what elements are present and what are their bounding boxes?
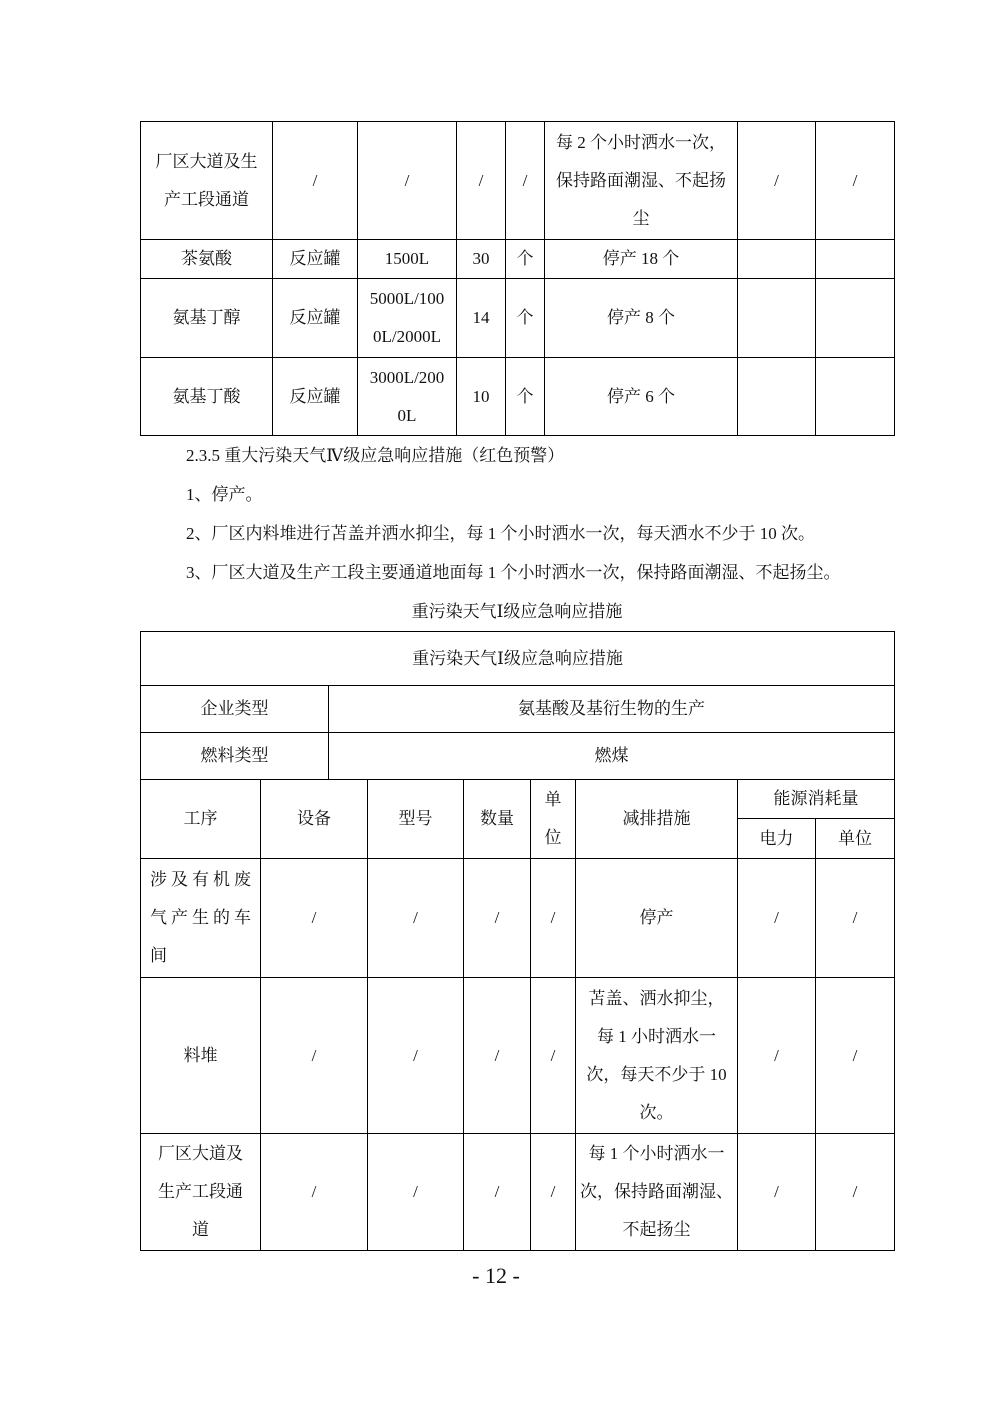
fuel-type-label: 燃料类型: [141, 733, 329, 780]
process-cell: 厂区大道及生 产工段通道: [141, 122, 273, 240]
unit-cell: /: [531, 978, 576, 1134]
header-energy-consumption: 能源消耗量: [738, 780, 895, 819]
process-cell: 涉及有机废 气产生的车 间: [141, 859, 261, 978]
empty-cell: [738, 240, 816, 279]
header-quantity: 数量: [464, 780, 531, 859]
measures-cell: 每 1 个小时洒水一 次，保持路面潮湿、 不起扬尘: [576, 1134, 738, 1251]
quantity-cell: /: [457, 122, 506, 240]
table-row: [141, 279, 895, 358]
process-cell: 料堆: [141, 978, 261, 1134]
level1-emergency-response-table: [140, 631, 895, 1251]
header-row: [141, 780, 895, 819]
measures-cell: 停产: [576, 859, 738, 978]
header-equipment: 设备: [261, 780, 368, 859]
quantity-cell: /: [464, 978, 531, 1134]
header-unit: 单 位: [531, 780, 576, 859]
equipment-cell: /: [261, 978, 368, 1134]
equipment-cell: /: [261, 859, 368, 978]
table-row: [141, 1134, 895, 1251]
quantity-cell: /: [464, 859, 531, 978]
table-row: [141, 122, 895, 240]
process-cell: 氨基丁酸: [141, 358, 273, 436]
process-cell: 茶氨酸: [141, 240, 273, 279]
equipment-cell: 反应罐: [273, 279, 358, 358]
table-title-row: [141, 632, 895, 686]
table-row: [141, 978, 895, 1134]
section-heading: 2.3.5 重大污染天气Ⅳ级应急响应措施（红色预警）: [186, 446, 565, 465]
fuel-type-row: [141, 733, 895, 780]
measure-item: 2、厂区内料堆进行苫盖并洒水抑尘，每 1 个小时洒水一次，每天洒水不少于 10 次。: [186, 524, 815, 543]
fuel-type-value: 燃煤: [329, 733, 895, 780]
page-number: - 12 -: [472, 1263, 520, 1288]
header-power: 电力: [738, 819, 816, 859]
header-process: 工序: [141, 780, 261, 859]
enterprise-type-row: [141, 686, 895, 733]
empty-cell: [816, 279, 895, 358]
power-cell: /: [738, 1134, 816, 1251]
quantity-cell: 10: [457, 358, 506, 436]
page-content: [140, 121, 894, 1251]
power-cell: /: [738, 978, 816, 1134]
section-text: [140, 436, 894, 631]
table-row: [141, 859, 895, 978]
quantity-cell: 14: [457, 279, 506, 358]
model-cell: /: [368, 1134, 464, 1251]
model-cell: /: [368, 978, 464, 1134]
model-cell: 3000L/200 0L: [358, 358, 457, 436]
table-title: 重污染天气Ⅰ级应急响应措施: [141, 632, 895, 686]
model-cell: /: [358, 122, 457, 240]
enterprise-type-value: 氨基酸及基衍生物的生产: [329, 686, 895, 733]
unit-cell: /: [531, 859, 576, 978]
empty-cell: [738, 358, 816, 436]
model-cell: /: [368, 859, 464, 978]
energy-unit-cell: /: [816, 122, 895, 240]
measures-cell: 停产 8 个: [545, 279, 738, 358]
table-row: [141, 358, 895, 436]
equipment-cell: 反应罐: [273, 240, 358, 279]
unit-cell: 个: [506, 240, 545, 279]
process-cell: 氨基丁醇: [141, 279, 273, 358]
model-cell: 5000L/100 0L/2000L: [358, 279, 457, 358]
energy-unit-cell: /: [816, 1134, 895, 1251]
empty-cell: [738, 279, 816, 358]
unit-cell: 个: [506, 358, 545, 436]
equipment-cell: 反应罐: [273, 358, 358, 436]
table-caption: 重污染天气Ⅰ级应急响应措施: [411, 602, 623, 621]
measures-cell: 停产 6 个: [545, 358, 738, 436]
measures-cell: 每 2 个小时洒水一次， 保持路面潮湿、不起扬 尘: [545, 122, 738, 240]
quantity-cell: 30: [457, 240, 506, 279]
emission-reduction-table-continued: [140, 121, 895, 436]
measures-cell: 苫盖、洒水抑尘， 每 1 小时洒水一 次，每天不少于 10 次。: [576, 978, 738, 1134]
unit-cell: /: [531, 1134, 576, 1251]
power-cell: /: [738, 122, 816, 240]
empty-cell: [816, 358, 895, 436]
table-row: [141, 240, 895, 279]
enterprise-type-label: 企业类型: [141, 686, 329, 733]
model-cell: 1500L: [358, 240, 457, 279]
power-cell: /: [738, 859, 816, 978]
energy-unit-cell: /: [816, 859, 895, 978]
empty-cell: [816, 240, 895, 279]
unit-cell: /: [506, 122, 545, 240]
unit-cell: 个: [506, 279, 545, 358]
energy-unit-cell: /: [816, 978, 895, 1134]
measure-item: 1、停产。: [186, 485, 263, 504]
header-energy-unit: 单位: [816, 819, 895, 859]
measure-item: 3、厂区大道及生产工段主要通道地面每 1 个小时洒水一次，保持路面潮湿、不起扬尘。: [186, 563, 841, 582]
header-model: 型号: [368, 780, 464, 859]
process-cell: 厂区大道及 生产工段通 道: [141, 1134, 261, 1251]
equipment-cell: /: [273, 122, 358, 240]
header-measures: 减排措施: [576, 780, 738, 859]
measures-cell: 停产 18 个: [545, 240, 738, 279]
equipment-cell: /: [261, 1134, 368, 1251]
quantity-cell: /: [464, 1134, 531, 1251]
